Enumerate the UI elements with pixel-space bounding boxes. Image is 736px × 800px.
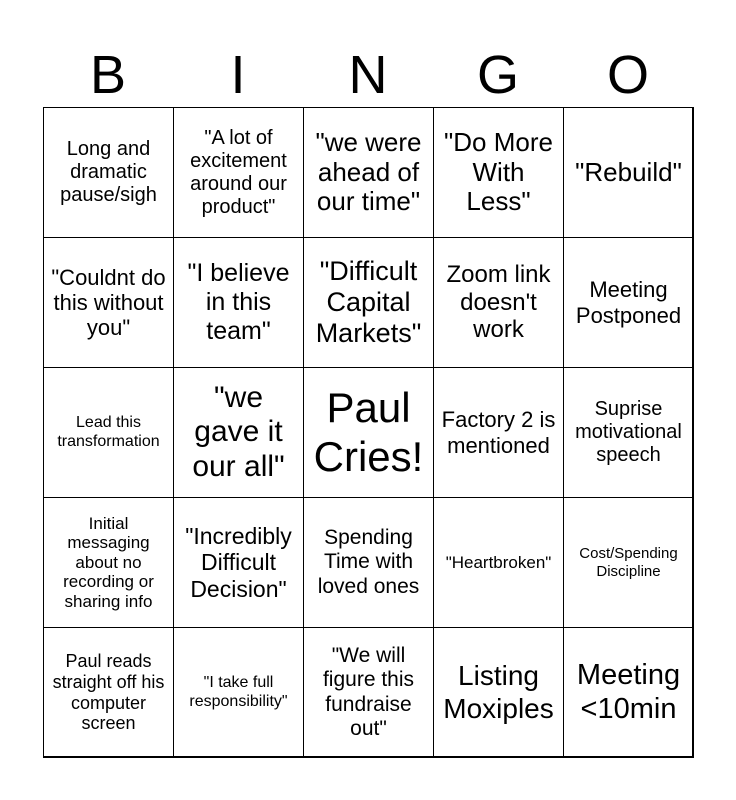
bingo-cell-r5c1[interactable]: [43, 627, 174, 758]
bingo-cell-r3c4[interactable]: [433, 367, 564, 498]
bingo-cell-r5c5[interactable]: [563, 627, 694, 758]
bingo-cell-r2c2[interactable]: [173, 237, 304, 368]
cell-label: Listing Moxiples: [443, 660, 554, 724]
cell-label: Paul reads straight off his computer screen: [52, 651, 165, 734]
bingo-cell-r4c3[interactable]: [303, 497, 434, 628]
bingo-cell-r5c2[interactable]: [173, 627, 304, 758]
bingo-cell-r3c3-center[interactable]: [303, 367, 434, 498]
cell-label: Cost/Spending Discipline: [579, 545, 678, 580]
cell-label: Lead this transformation: [57, 414, 160, 450]
cell-label: Suprise motivational speech: [575, 398, 682, 466]
header-letter-g: G: [476, 45, 519, 105]
bingo-cell-r1c5[interactable]: [563, 107, 694, 238]
cell-label: Long and dramatic pause/sigh: [60, 138, 157, 206]
cell-label: Paul Cries!: [313, 384, 424, 480]
bingo-board: [43, 107, 693, 757]
cell-label: "Difficult Capital Markets": [315, 255, 422, 349]
bingo-cell-r2c5[interactable]: [563, 237, 694, 368]
header-letter-n: N: [348, 45, 388, 105]
bingo-cell-r5c3[interactable]: [303, 627, 434, 758]
header-letter-i: I: [230, 45, 246, 105]
bingo-cell-r4c2[interactable]: [173, 497, 304, 628]
bingo-cell-r3c2[interactable]: [173, 367, 304, 498]
cell-label: "A lot of excitement around our product": [190, 126, 287, 218]
bingo-cell-r2c1[interactable]: [43, 237, 174, 368]
cell-label: Meeting Postponed: [575, 277, 682, 328]
bingo-cell-r3c5[interactable]: [563, 367, 694, 498]
bingo-cell-r2c4[interactable]: [433, 237, 564, 368]
bingo-cell-r1c2[interactable]: [173, 107, 304, 238]
cell-label: "Couldnt do this without you": [51, 264, 166, 341]
cell-label: "I believe in this team": [187, 259, 290, 345]
bingo-cell-r4c5[interactable]: [563, 497, 694, 628]
cell-label: Spending Time with loved ones: [317, 526, 420, 598]
cell-label: "Rebuild": [575, 156, 682, 187]
header-letter-o: O: [606, 45, 649, 105]
cell-label: "Incredibly Difficult Decision": [185, 522, 292, 602]
cell-label: "I take full responsibility": [189, 674, 288, 710]
bingo-cell-r4c4[interactable]: [433, 497, 564, 628]
bingo-cell-r3c1[interactable]: [43, 367, 174, 498]
bingo-header: [43, 42, 693, 108]
header-letter-b: B: [89, 45, 127, 105]
bingo-cell-r5c4[interactable]: [433, 627, 564, 758]
cell-label: "we were ahead of our time": [315, 126, 422, 217]
cell-label: "Do More With Less": [444, 126, 553, 217]
cell-label: "We will figure this fundraise out": [322, 644, 415, 740]
cell-label: Meeting <10min: [576, 659, 681, 725]
bingo-cell-r4c1[interactable]: [43, 497, 174, 628]
cell-label: Zoom link doesn't work: [446, 261, 551, 344]
cell-label: Initial messaging about no recording or sharing info: [63, 513, 154, 611]
bingo-cell-r1c4[interactable]: [433, 107, 564, 238]
bingo-cell-r1c3[interactable]: [303, 107, 434, 238]
bingo-cell-r1c1[interactable]: [43, 107, 174, 238]
cell-label: Factory 2 is mentioned: [441, 407, 556, 458]
cell-label: "Heartbroken": [445, 552, 552, 572]
cell-label: "we gave it our all": [192, 380, 285, 483]
bingo-cell-r2c3[interactable]: [303, 237, 434, 368]
